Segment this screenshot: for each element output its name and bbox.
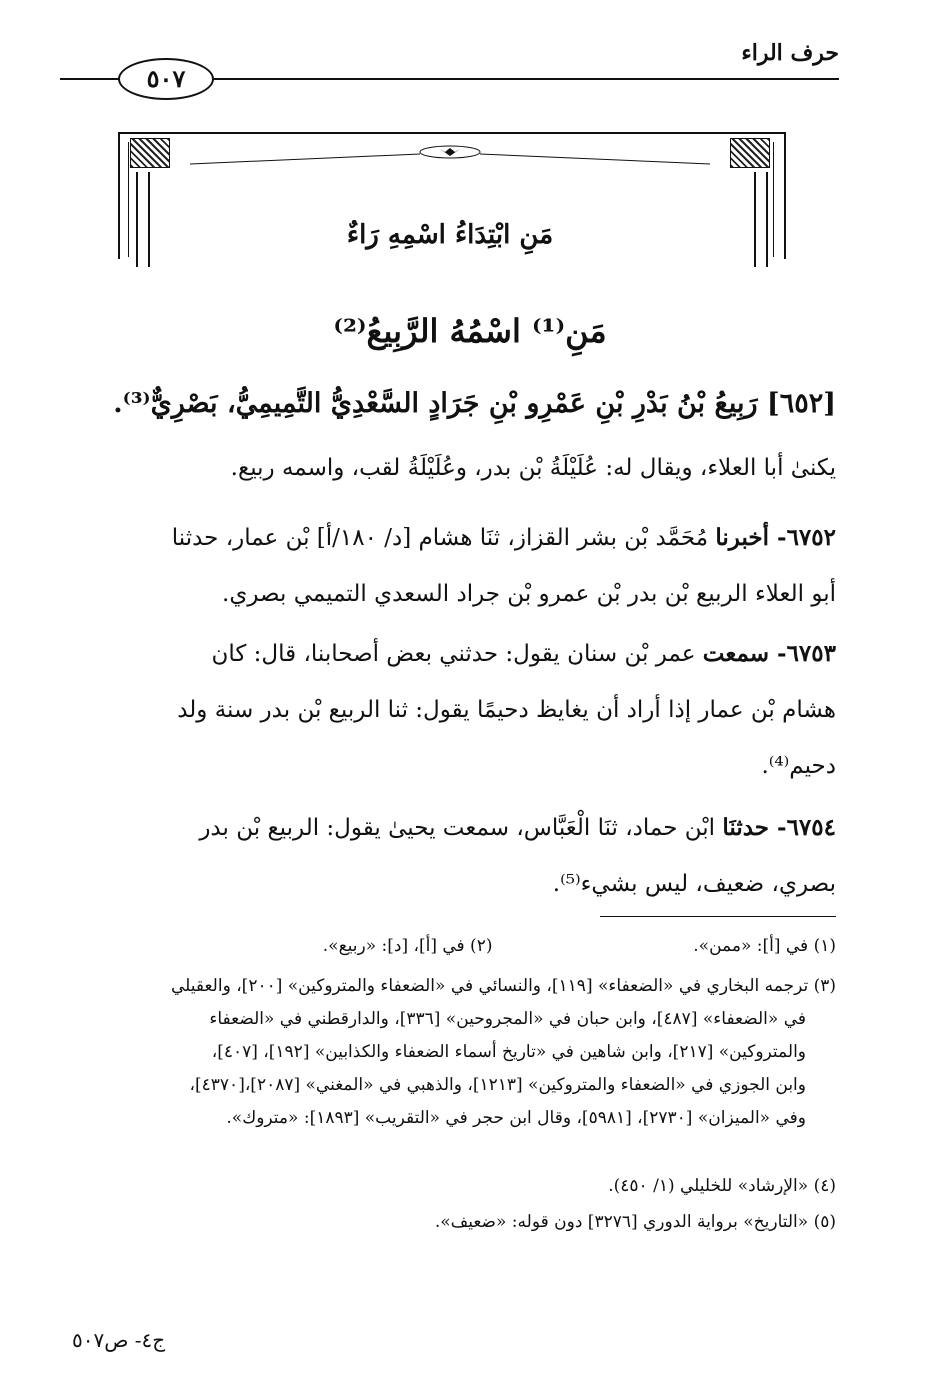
footnote-5: (٥) «التاريخ» برواية الدوري [٣٢٧٦] دون قوله: «ضعيف». bbox=[434, 1212, 836, 1232]
narration-lead: ٦٧٥٣- سمعت bbox=[702, 640, 836, 667]
footnote-3: (٣) ترجمه البخاري في «الضعفاء» [١١٩]، والنسائي في «الضعفاء والمتروكين» [٢٠٠]، والعقيلي في «الضعفاء» [٤٨٧]، وابن حبان في «المجروحين» [٣٣٦]، والدارقطني في «الضعفاء والمتروكين» [٢١٧]، وابن شاهين في «تاريخ أسماء الضعفاء والكذابين» [١٩٢]، [٤٠٧]، وابن الجوزي في «الضعفاء والمتروكين» [١٢١٣]، والذهبي في «المغني» [٢٠٨٧]،[٤٣٧٠]، وفي «الميزان» [٢٧٣٠]، [٥٩٨١]، وقال ابن حجر في «التقريب» [١٨٩٣]: «متروك». bbox=[170, 976, 836, 1128]
text-line: ٦٧٥٢- أخبرنا مُحَمَّد بْن بشر القزاز، ثنَا هشام [د/ ١٨٠/أ] بْن عمار، حدثنا bbox=[171, 524, 836, 551]
paragraph-kunya bbox=[72, 440, 836, 496]
entry-title: [٦٥٢] رَبِيعُ بْنُ بَدْرِ بْنِ عَمْرِو بْنِ جَرَادٍ السَّعْدِيُّ التَّمِيمِيُّ، بَصْرِيٌّ⁽³⁾. bbox=[113, 388, 836, 419]
footnote-2: (٢) في [أ]، [د]: «ربيع». bbox=[322, 936, 493, 956]
text-line: يكنىٰ أبا العلاء، ويقال له: عُلَيْلَةُ بْن بدر، وعُلَيْلَةُ لقب، واسمه ربيع. bbox=[230, 455, 836, 481]
footnote-4: (٤) «الإرشاد» للخليلي (١/ ٤٥٠). bbox=[608, 1176, 836, 1196]
ornament-right-icon bbox=[730, 138, 770, 168]
frame-top-flourish-icon bbox=[190, 140, 710, 170]
paragraph-6753 bbox=[72, 626, 836, 794]
section-heading: مَنِ ابْتِدَاءُ اسْمِهِ رَاءٌ bbox=[346, 220, 554, 250]
text-line: بصري، ضعيف، ليس بشيء⁽⁵⁾. bbox=[552, 871, 836, 897]
column-left-icon bbox=[136, 172, 150, 267]
footnote-rule bbox=[600, 916, 836, 917]
volume-page-footer: ج٤- ص٥٠٧ bbox=[72, 1328, 166, 1352]
footnotes-row-1 bbox=[66, 930, 836, 963]
ornament-left-icon bbox=[130, 138, 170, 168]
page-number: ٥٠٧ bbox=[118, 58, 214, 100]
text-line: هشام بْن عمار إذا أراد أن يغايظ دحيمًا يقول: ثنا الربيع بْن بدر سنة ولد bbox=[177, 697, 836, 723]
paragraph-6754 bbox=[72, 800, 836, 912]
footnote-1: (١) في [أ]: «ممن». bbox=[693, 936, 836, 956]
sub-heading: مَنِ⁽¹⁾ اسْمُهُ الرَّبِيعُ⁽²⁾ bbox=[333, 312, 607, 350]
text-line: ٦٧٥٤- حدثنَا ابْن حماد، ثنَا الْعَبَّاس، سمعت يحيىٰ يقول: الربيع بْن بدر bbox=[199, 814, 836, 841]
paragraph-6752 bbox=[72, 510, 836, 622]
narration-lead: ٦٧٥٤- حدثنَا bbox=[722, 814, 836, 841]
text-line: أبو العلاء الربيع بْن بدر بْن عمرو بْن جراد السعدي التميمي بصري. bbox=[222, 581, 836, 607]
text-line: دحيم⁽⁴⁾. bbox=[761, 753, 836, 779]
running-title: حرف الراء bbox=[741, 40, 839, 66]
text-line: ٦٧٥٣- سمعت عمر بْن سنان يقول: حدثني بعض أصحابنا، قال: كان bbox=[211, 640, 836, 667]
column-right-icon bbox=[754, 172, 768, 267]
narration-lead: ٦٧٥٢- أخبرنا bbox=[715, 524, 836, 551]
